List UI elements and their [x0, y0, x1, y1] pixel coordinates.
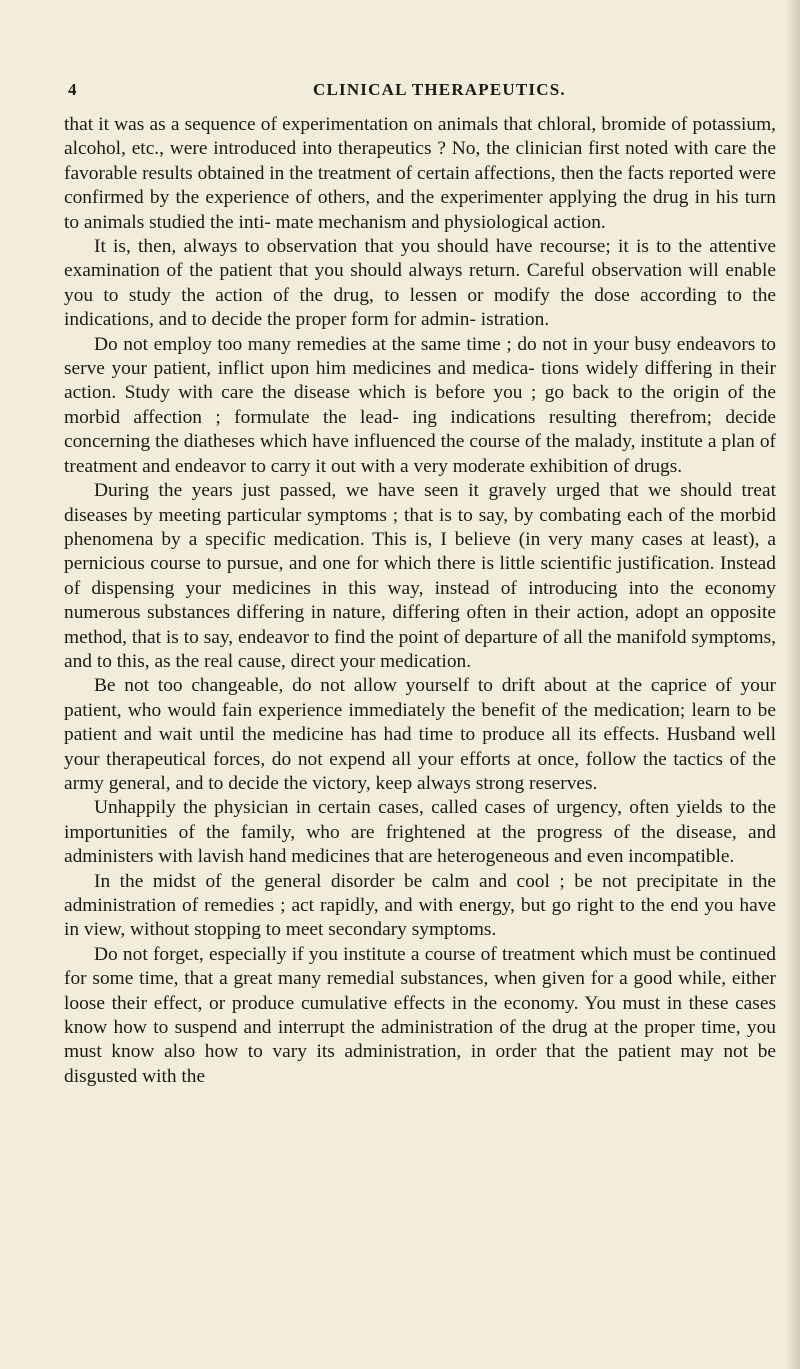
paragraph-1: that it was as a sequence of experimentation on animals that chloral, bromide of potassium, alcohol, etc., were introduced into therapeutics ? No, the clinician first noted with care the favorable results obtained in the treatment of certain affections, then the facts reported were confirmed by the experience of others, and the experimenter applying the drug in his turn to animals studied the inti- mate mechanism and physiological action. [64, 114, 776, 233]
paragraph-5: Be not too changeable, do not allow yourself to drift about at the caprice of your patient, who would fain experience immediately the benefit of the medication; learn to be patient and wait until the medicine has had time to produce all its effects. Husband well your therapeutical forces, do not expend all your efforts at once, follow the tactics of the army general, and to decide the victory, keep always strong reserves. [64, 675, 776, 794]
paragraph-7: In the midst of the general disorder be calm and cool ; be not precipitate in the administration of remedies ; act rapidly, and with energy, but go right to the end you have in view, without stopping to meet secondary symptoms. [64, 870, 776, 941]
page-number: 4 [68, 80, 78, 99]
page-edge-shadow [786, 0, 800, 1369]
body-text [64, 113, 776, 1089]
running-head-title: CLINICAL THERAPEUTICS. [313, 80, 566, 99]
paragraph-3: Do not employ too many remedies at the same time ; do not in your busy endeavors to serve your patient, inflict upon him medicines and medica- tions widely differing in their action. Study with care the disease which is before you ; go back to the origin of the morbid affection ; formulate the lead- ing indications resulting therefrom; decide concerning the diatheses which have influenced the course of the malady, institute a plan of treatment and endeavor to carry it out with a very moderate exhibition of drugs. [64, 333, 776, 477]
paragraph-4: During the years just passed, we have seen it gravely urged that we should treat diseases by meeting particular symptoms ; that is to say, by combating each of the morbid phenomena by a specific medication. This is, I believe (in very many cases at least), a pernicious course to pursue, and one for which there is little scientific justification. Instead of dispensing your medicines in this way, instead of introducing into the economy numerous substances differing in nature, differing often in their action, adopt an opposite method, that is to say, endeavor to find the point of departure of all the manifold symptoms, and to this, as the real cause, direct your medication. [64, 480, 776, 672]
paragraph-6: Unhappily the physician in certain cases, called cases of urgency, often yields to the importunities of the family, who are frightened at the progress of the disease, and administers with lavish hand medicines that are heterogeneous and even incompatible. [64, 797, 776, 868]
paragraph-8: Do not forget, especially if you institute a course of treatment which must be continued for some time, that a great many remedial substances, when given for a good while, either loose their effect, or produce cumulative effects in the economy. You must in these cases know how to suspend and interrupt the administration of the drug at the proper time, you must know also how to vary its administration, in order that the patient may not be disgusted with the [64, 943, 776, 1087]
paragraph-2: It is, then, always to observation that you should have recourse; it is to the attentive examination of the patient that you should always return. Careful observation will enable you to study the action of the drug, to lessen or modify the dose according to the indications, and to decide the proper form for admin- istration. [64, 236, 776, 331]
running-head [68, 78, 768, 102]
